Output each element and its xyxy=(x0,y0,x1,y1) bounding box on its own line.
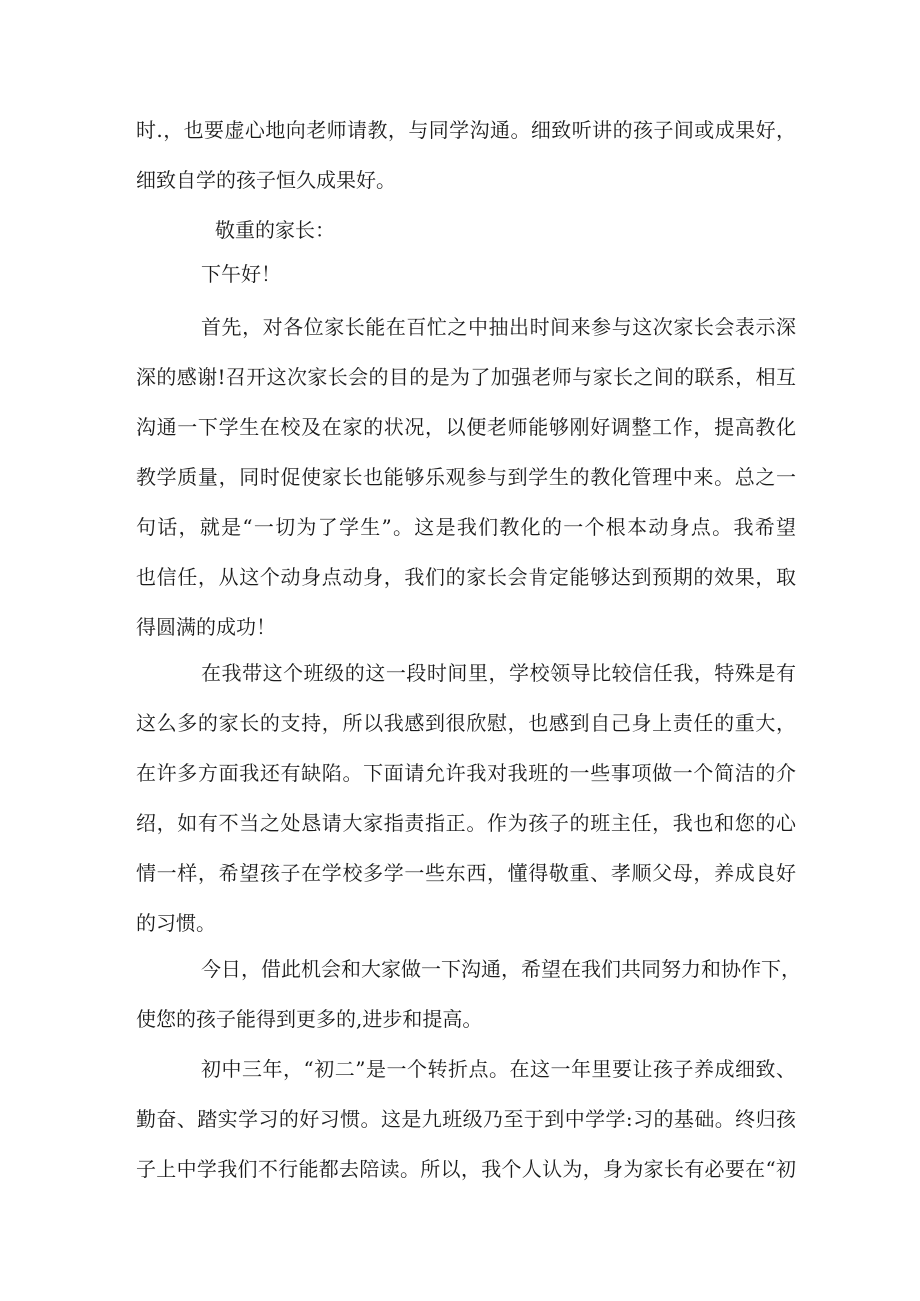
text-line: 情一样，希望孩子在学校多学一些东西，懂得敬重、孝顺父母，养成良好 xyxy=(136,861,796,885)
text-line: 句话，就是“一切为了学生”。这是我们教化的一个根本动身点。我希望 xyxy=(136,515,796,539)
salutation: 敬重的家长： xyxy=(215,218,335,242)
text-line: 也信任，从这个动身点动身，我们的家长会肯定能够达到预期的效果，取 xyxy=(136,565,796,589)
text-line: 在我带这个班级的这一段时间里，学校领导比较信任我，特殊是有 xyxy=(201,661,796,685)
text-line: 深的感谢!召开这次家长会的目的是为了加强老师与家长之间的联系，相互 xyxy=(136,365,796,389)
text-line: 这么多的家长的支持，所以我感到很欣慰，也感到自己身上责任的重大， xyxy=(136,711,796,735)
text-line: 勤奋、踏实学习的好习惯。这是九班级乃至于到中学学:习的基础。终归孩 xyxy=(136,1107,796,1131)
text-line: 在许多方面我还有缺陷。下面请允许我对我班的一些事项做一个简洁的介 xyxy=(136,761,796,785)
text-line: 初中三年，“初二”是一个转折点。在这一年里要让孩子养成细致、 xyxy=(201,1057,796,1081)
text-line: 首先，对各位家长能在百忙之中抽出时间来参与这次家长会表示深 xyxy=(201,315,796,339)
text-line: 使您的孩子能得到更多的,进步和提高。 xyxy=(136,1007,483,1031)
text-line: 的习惯。 xyxy=(136,911,216,935)
greeting: 下午好！ xyxy=(201,262,281,286)
text-line: 教学质量，同时促使家长也能够乐观参与到学生的教化管理中来。总之一 xyxy=(136,465,796,489)
text-line: 得圆满的成功！ xyxy=(136,615,276,639)
text-line: 时.，也要虚心地向老师请教，与同学沟通。细致听讲的孩子间或成果好， xyxy=(136,118,796,142)
text-line: 沟通一下学生在校及在家的状况，以便老师能够刚好调整工作，提高教化 xyxy=(136,415,796,439)
text-line: 今日，借此机会和大家做一下沟通，希望在我们共同努力和协作下， xyxy=(201,957,801,981)
text-line: 细致自学的孩子恒久成果好。 xyxy=(136,168,396,192)
text-line: 子上中学我们不行能都去陪读。所以，我个人认为，身为家长有必要在“初 xyxy=(136,1157,796,1181)
text-line: 绍，如有不当之处恳请大家指责指正。作为孩子的班主任，我也和您的心 xyxy=(136,811,796,835)
